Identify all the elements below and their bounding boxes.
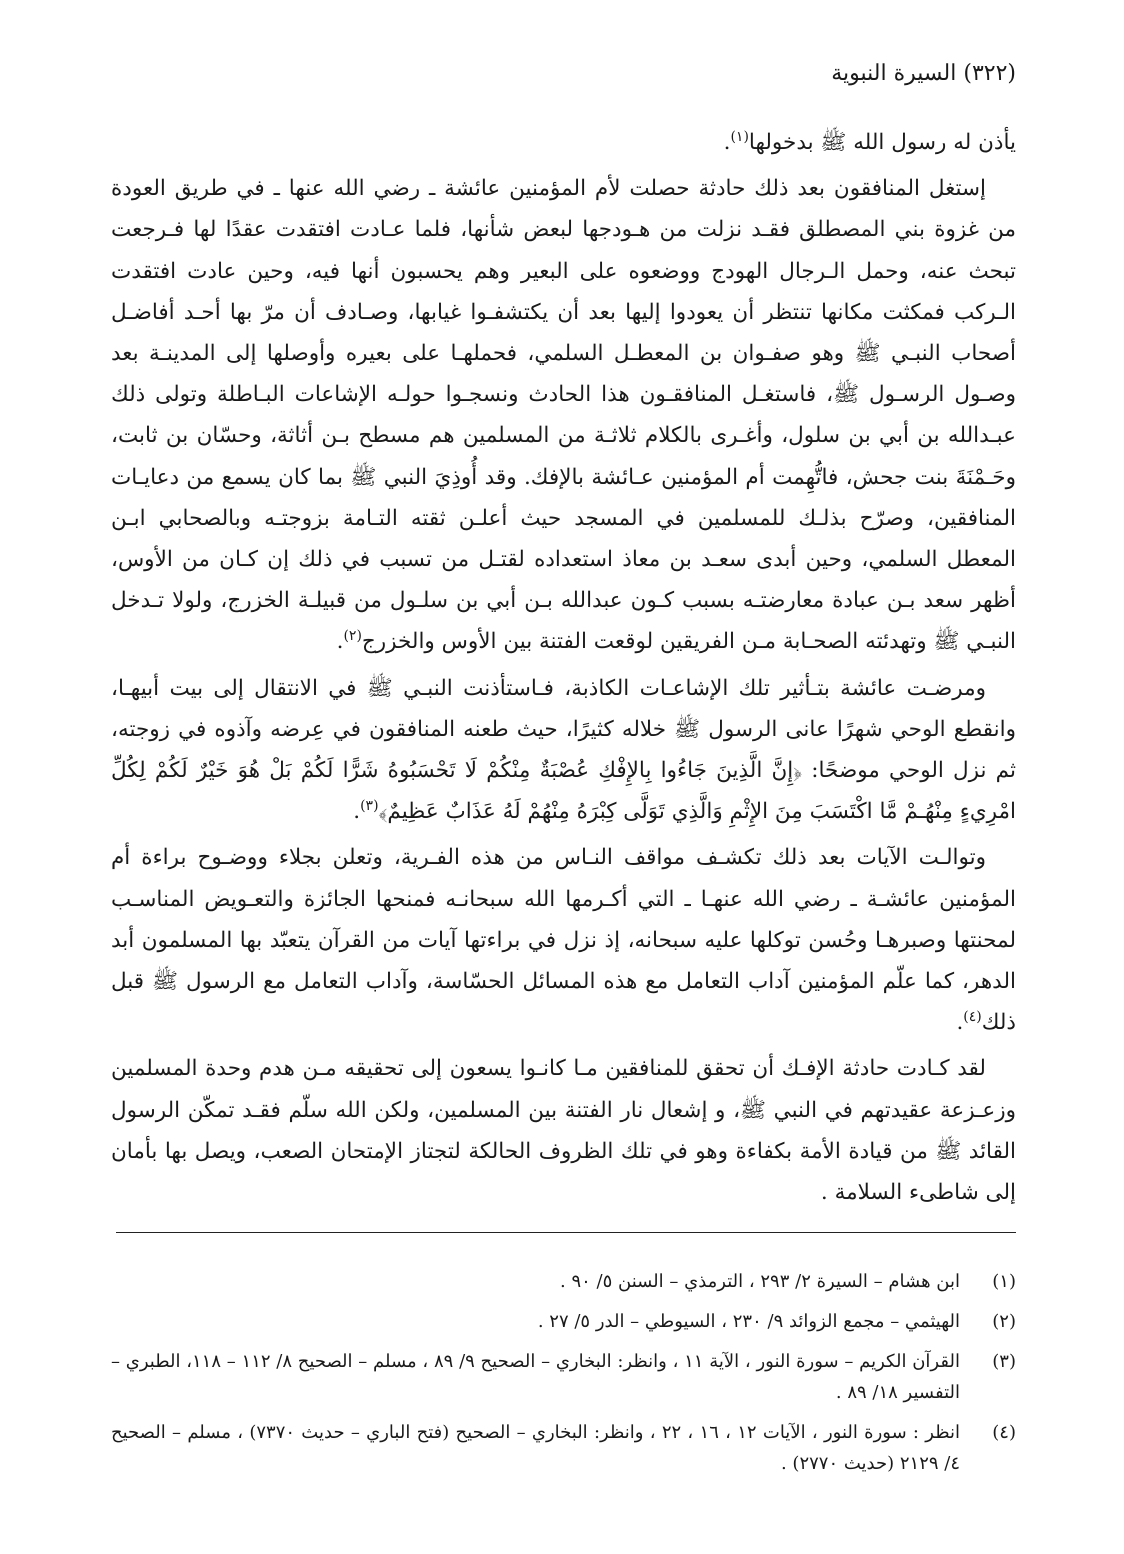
paragraph-1-end: .	[723, 130, 731, 155]
quran-verse: ﴿إِنَّ الَّذِينَ جَاءُوا بِالإِفْكِ عُصْبَةٌ مِنْكُمْ لَا تَحْسَبُوهُ شَرًّا لَكُمْ بَلْ هُوَ خَيْرٌ لَكُمْ لِكُلِّ امْرِيءٍ مِنْهُـمْ مَّا اكْتَسَبَ مِنَ الإِثْمِ وَالَّذِي تَوَلَّى كِبْرَهُ مِنْهُمْ لَهُ عَذَابٌ عَظِيمٌ﴾	[111, 758, 1016, 825]
footnote-text: انظر : سورة النور ، الآيات ١٢ ، ١٦ ، ٢٢ ، وانظر: البخاري – الصحيح (فتح الباري – حديث ٧٣٧٠) ، مسلم – الصحيح ٤/ ٢١٢٩ (حديث ٢٧٧٠) .	[111, 1422, 960, 1474]
footnote-number: (١)	[992, 1271, 1016, 1292]
footnote-ref-4[interactable]: (٤)	[963, 1009, 982, 1026]
footnote-number: (٣)	[992, 1351, 1016, 1372]
paragraph-1-text: يأذن له رسول الله ﷺ بدخولها	[748, 130, 1016, 155]
footnote-ref-1[interactable]: (١)	[730, 128, 749, 145]
paragraph-4	[111, 837, 1016, 1043]
paragraph-4-end: .	[956, 1010, 964, 1036]
footnote-divider	[116, 1232, 1016, 1233]
paragraph-2-end: .	[336, 629, 344, 655]
running-header: (٣٢٢) السيرة النبوية	[831, 61, 1016, 86]
paragraph-3-end: .	[353, 799, 361, 825]
footnotes	[111, 1266, 1016, 1488]
footnote-3	[111, 1346, 1016, 1408]
paragraph-5	[111, 1048, 1016, 1213]
footnote-text: الهيثمي – مجمع الزوائد ٩/ ٢٣٠ ، السيوطي – الدر ٥/ ٢٧ .	[537, 1311, 960, 1332]
paragraph-2	[111, 168, 1016, 662]
footnote-ref-3[interactable]: (٣)	[360, 798, 379, 815]
footnote-2	[111, 1306, 1016, 1337]
footnote-4	[111, 1417, 1016, 1479]
paragraph-5-text: لقد كـادت حادثة الإفـك أن تحقق للمنافقين مـا كانـوا يسعون إلى تحقيقه مـن هدم وحدة المسلمين وزعـزعة عقيدتهم في النبي ﷺ، و إشعال نار الفتنة بين المسلمين، ولكن الله سلّم فقـد تمكّن الرسول القائد ﷺ من قيادة الأمة بكفاءة وهو في تلك الظروف الحالكة لتجتاز الإمتحان الصعب، ويصل بها بأمان إلى شاطىء السلامة .	[111, 1056, 1016, 1206]
footnote-1	[111, 1266, 1016, 1297]
footnote-number: (٢)	[992, 1311, 1016, 1332]
footnote-number: (٤)	[992, 1422, 1016, 1443]
paragraph-3	[111, 668, 1016, 833]
main-text	[111, 122, 1016, 1218]
paragraph-3-text: ومرضـت عائشة بتـأثير تلك الإشاعـات الكاذبة، فـاستأذنت النبـي ﷺ في الانتقال إلى بيت أبيهـا، وانقطع الوحي شهرًا عانى الرسول ﷺ خلاله كثيرًا، حيث طعنه المنافقون في عِرضه وآذوه في زوجته، ثم نزل الوحي موضحًا:	[111, 675, 1016, 784]
footnote-text: ابن هشام – السيرة ٢/ ٢٩٣ ، الترمذي – السنن ٥/ ٩٠ .	[560, 1271, 960, 1292]
footnote-ref-2[interactable]: (٢)	[343, 628, 362, 645]
paragraph-4-text: وتوالـت الآيات بعد ذلك تكشـف مواقف النـاس من هذه الفـرية، وتعلن بجلاء ووضـوح براءة أم المؤمنين عائشـة ـ رضي الله عنهـا ـ التي أكـرمها الله سبحانـه فمنحها الجائزة والتعـويض المناسـب لمحنتها وصبرهـا وحُسن توكلها عليه سبحانه، إذ نزل في براءتها آيات من القرآن يتعبّد بها المسلمون أبد الدهر، كما علّم المؤمنين آداب التعامل مع هذه المسائل الحسّاسة، وآداب التعامل مع الرسول ﷺ قبل ذلك	[111, 845, 1016, 1036]
footnote-text: القرآن الكريم – سورة النور ، الآية ١١ ، وانظر: البخاري – الصحيح ٩/ ٨٩ ، مسلم – الصحيح ٨/ ١١٢ – ١١٨، الطبري – التفسير ١٨/ ٨٩ .	[111, 1351, 960, 1403]
paragraph-1	[111, 122, 1016, 163]
paragraph-2-text: إستغل المنافقون بعد ذلك حادثة حصلت لأم المؤمنين عائشة ـ رضي الله عنها ـ في طريق العودة من غزوة بني المصطلق فقـد نزلت من هـودجها لبعض شأنها، فلما عـادت افتقدت عقدًا لها فـرجعت تبحث عنه، وحمل الـرجال الهودج ووضعوه على البعير وهم يحسبون أنها فيه، وحين عادت افتقدت الـركب فمكثت مكانها تنتظر أن يعودوا إليها بعد أن يكتشفـوا غيابها، وصـادف أن مرّ بها أحـد أفاضـل أصحاب النبـي ﷺ وهو صفـوان بن المعطـل السلمي، فحملهـا على بعيره وأوصلها إلى المدينـة بعد وصـول الرسـول ﷺ، فاستغـل المنافقـون هذا الحادث ونسجـوا حولـه الإشاعات البـاطلة وتولى ذلك عبـدالله بن أبي بن سلول، وأغـرى بالكلام ثلاثـة من المسلمين هم مسطح بـن أثاثة، وحسّان بن ثابت، وحَـمْنَةَ بنت جحش، فاتُّهِمت أم المؤمنين عـائشة بالإفك. وقد أُوذِيَ النبي ﷺ بما كان يسمع من دعايـات المنافقين، وصرّح بذلـك للمسلمين في المسجد حيث أعلـن ثقته التـامة بزوجتـه وبالصحابي ابـن المعطل السلمي، وحين أبدى سعـد بن معاذ استعداده لقتـل من تسبب في ذلك إن كـان من الأوس، أظهر سعد بـن عبادة معارضتـه بسبب كـون عبدالله بـن أبي بن سلـول من قبيلـة الخزرج، ولولا تـدخل النبـي ﷺ وتهدئته الصحـابة مـن الفريقين لوقعت الفتنة بين الأوس والخزرج	[111, 176, 1016, 655]
